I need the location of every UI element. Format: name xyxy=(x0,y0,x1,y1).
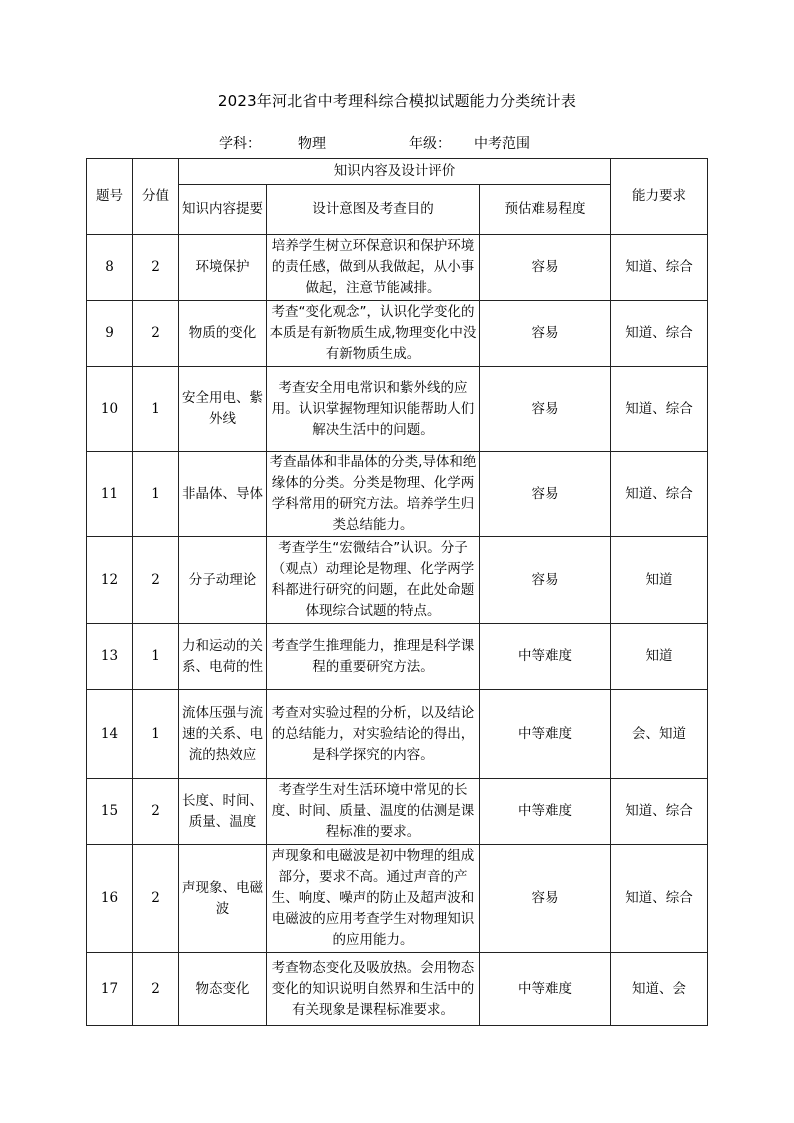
question-number-cell: 12 xyxy=(87,537,133,624)
knowledge-point-cell: 非晶体、导体 xyxy=(179,452,267,537)
knowledge-point-cell: 分子动理论 xyxy=(179,537,267,624)
design-intent-cell: 考查对实验过程的分析，以及结论的总结能力，对实验结论的得出，是科学探究的内容。 xyxy=(267,690,480,779)
difficulty-cell: 容易 xyxy=(480,845,611,953)
ability-cell: 知道、综合 xyxy=(611,301,708,367)
question-number-cell: 9 xyxy=(87,301,133,367)
header-question-number: 题号 xyxy=(87,159,133,235)
table-row xyxy=(87,845,708,953)
question-number-cell: 8 xyxy=(87,235,133,301)
header-knowledge-summary: 知识内容提要 xyxy=(179,185,267,235)
question-number-cell: 17 xyxy=(87,953,133,1026)
ability-cell: 知道 xyxy=(611,537,708,624)
question-number-cell: 15 xyxy=(87,779,133,845)
question-number-cell: 11 xyxy=(87,452,133,537)
knowledge-point-cell: 流体压强与流速的关系、电流的热效应 xyxy=(179,690,267,779)
difficulty-cell: 容易 xyxy=(480,367,611,452)
table-row xyxy=(87,690,708,779)
difficulty-cell: 中等难度 xyxy=(480,690,611,779)
question-number-cell: 10 xyxy=(87,367,133,452)
table-row xyxy=(87,779,708,845)
knowledge-point-cell: 环境保护 xyxy=(179,235,267,301)
grade-value: 中考范围 xyxy=(474,136,530,152)
header-knowledge-design-group: 知识内容及设计评价 xyxy=(179,159,611,185)
ability-cell: 会、知道 xyxy=(611,690,708,779)
ability-cell: 知道、综合 xyxy=(611,779,708,845)
ability-cell: 知道、综合 xyxy=(611,367,708,452)
design-intent-cell: 考查“变化观念”，认识化学变化的本质是有新物质生成,物理变化中没有新物质生成。 xyxy=(267,301,480,367)
page-title: 2023年河北省中考理科综合模拟试题能力分类统计表 xyxy=(217,92,577,110)
knowledge-point-cell: 声现象、电磁波 xyxy=(179,845,267,953)
question-number-cell: 14 xyxy=(87,690,133,779)
design-intent-cell: 考查物态变化及吸放热。会用物态变化的知识说明自然界和生活中的有关现象是课程标准要求。 xyxy=(267,953,480,1026)
header-score: 分值 xyxy=(133,159,179,235)
difficulty-cell: 容易 xyxy=(480,235,611,301)
design-intent-cell: 培养学生树立环保意识和保护环境的责任感，做到从我做起，从小事做起，注意节能减排。 xyxy=(267,235,480,301)
difficulty-cell: 中等难度 xyxy=(480,953,611,1026)
difficulty-cell: 容易 xyxy=(480,301,611,367)
table-row xyxy=(87,537,708,624)
design-intent-cell: 考查晶体和非晶体的分类,导体和绝缘体的分类。分类是物理、化学两学科常用的研究方法。培养学生归类总结能力。 xyxy=(267,452,480,537)
header-design-intent: 设计意图及考查目的 xyxy=(267,185,480,235)
score-cell: 2 xyxy=(133,953,179,1026)
knowledge-point-cell: 力和运动的关系、电荷的性 xyxy=(179,624,267,690)
table-row xyxy=(87,953,708,1026)
design-intent-cell: 考查学生对生活环境中常见的长度、时间、质量、温度的估测是课程标准的要求。 xyxy=(267,779,480,845)
question-number-cell: 16 xyxy=(87,845,133,953)
score-cell: 2 xyxy=(133,301,179,367)
score-cell: 1 xyxy=(133,452,179,537)
statistics-table xyxy=(86,158,708,1026)
knowledge-point-cell: 物态变化 xyxy=(179,953,267,1026)
difficulty-cell: 中等难度 xyxy=(480,624,611,690)
ability-cell: 知道、综合 xyxy=(611,235,708,301)
table-row xyxy=(87,367,708,452)
table-row xyxy=(87,624,708,690)
table-row xyxy=(87,235,708,301)
ability-cell: 知道、综合 xyxy=(611,845,708,953)
table-row xyxy=(87,452,708,537)
ability-cell: 知道 xyxy=(611,624,708,690)
score-cell: 2 xyxy=(133,537,179,624)
difficulty-cell: 中等难度 xyxy=(480,779,611,845)
knowledge-point-cell: 长度、时间、质量、温度 xyxy=(179,779,267,845)
difficulty-cell: 容易 xyxy=(480,537,611,624)
ability-cell: 知道、会 xyxy=(611,953,708,1026)
subject-value: 物理 xyxy=(298,136,326,152)
grade-label: 年级： xyxy=(409,136,451,152)
score-cell: 1 xyxy=(133,367,179,452)
knowledge-point-cell: 安全用电、紫外线 xyxy=(179,367,267,452)
header-ability: 能力要求 xyxy=(611,159,708,235)
design-intent-cell: 考查学生“宏微结合”认识。分子（观点）动理论是物理、化学两学科都进行研究的问题，在此处命题体现综合试题的特点。 xyxy=(267,537,480,624)
design-intent-cell: 考查安全用电常识和紫外线的应用。认识掌握物理知识能帮助人们解决生活中的问题。 xyxy=(267,367,480,452)
score-cell: 2 xyxy=(133,235,179,301)
difficulty-cell: 容易 xyxy=(480,452,611,537)
score-cell: 2 xyxy=(133,779,179,845)
score-cell: 1 xyxy=(133,624,179,690)
design-intent-cell: 考查学生推理能力，推理是科学课程的重要研究方法。 xyxy=(267,624,480,690)
table-row xyxy=(87,301,708,367)
design-intent-cell: 声现象和电磁波是初中物理的组成部分，要求不高。通过声音的产生、响度、噪声的防止及超声波和电磁波的应用考查学生对物理知识的应用能力。 xyxy=(267,845,480,953)
knowledge-point-cell: 物质的变化 xyxy=(179,301,267,367)
score-cell: 2 xyxy=(133,845,179,953)
question-number-cell: 13 xyxy=(87,624,133,690)
ability-cell: 知道、综合 xyxy=(611,452,708,537)
score-cell: 1 xyxy=(133,690,179,779)
header-difficulty: 预估难易程度 xyxy=(480,185,611,235)
subject-label: 学科： xyxy=(219,136,261,152)
